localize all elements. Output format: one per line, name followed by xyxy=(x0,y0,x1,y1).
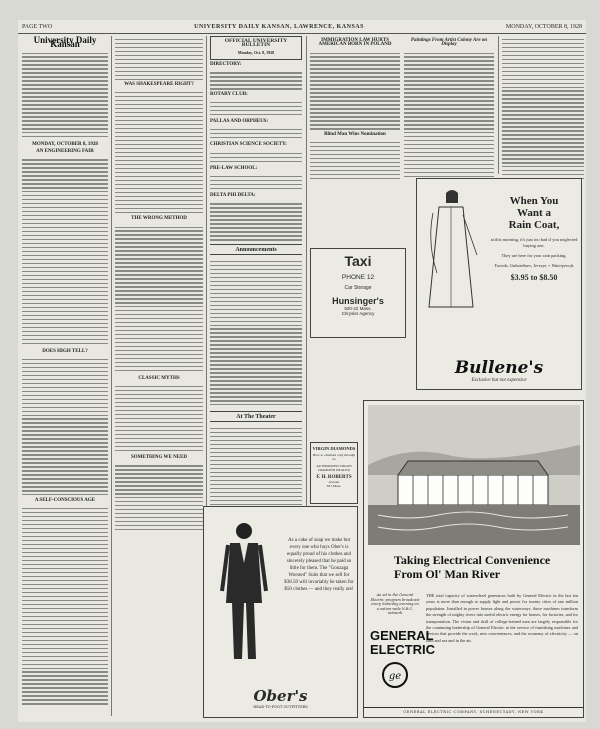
taxi-address: 920-22 Mass. xyxy=(344,306,372,311)
raincoat-price: $3.95 to $8.50 xyxy=(510,273,558,282)
obers-slogan: HEAD-TO-FOOT OUTFITTERS xyxy=(253,705,308,709)
raincoat-tagline: They are here for your rain packing. xyxy=(501,253,567,258)
article-body xyxy=(404,50,494,178)
article-body xyxy=(22,356,108,496)
headline-blind-man: Blind Man Wins Nomination xyxy=(324,131,386,137)
headline-engineering-fair: AN ENGINEERING FAIR xyxy=(36,149,94,155)
article-body xyxy=(210,99,302,117)
dam-illustration xyxy=(368,405,580,545)
article-body xyxy=(22,157,108,347)
ge-logo-line1: GENERAL xyxy=(370,628,434,643)
article-body xyxy=(115,36,203,80)
virgin-dealer-addr: 831 Mass. xyxy=(326,484,342,488)
bulletin-date: Monday, Oct. 8, 1928 xyxy=(237,49,275,55)
virgin-auth: AUTHORIZED VIRGIN DIAMOND DEALER xyxy=(316,464,352,472)
headline-immigration: IMMIGRATION LAW HURTS AMERICAN BORN IN POLAND xyxy=(318,38,392,48)
ge-body: THE total capacity of waterwheel generators built by General Electric in the last ten years is more than enough to supply light and power for twenty cities of one million population. Installed in power houses along the waterways, these machines transform the strength of mighty rivers into useful electric energy for homes, for factories, and for transportation. The vision and skill of college-trained men are largely responsible for the continuing leadership of General Electric in the service of furnishing machines and devices that provide the work, new conveniences, and the economy of electricity — on land and sea and in the air. xyxy=(426,593,578,643)
masthead: University Daily Kansan xyxy=(33,36,97,50)
virgin-sub: How to obtained only through us xyxy=(312,453,356,461)
bulletin-title: OFFICIAL UNIVERSITY BULLETIN xyxy=(224,38,288,49)
general-electric-ad xyxy=(363,400,584,718)
article-body xyxy=(210,173,302,191)
column-rule xyxy=(111,36,112,716)
article-body xyxy=(210,150,302,164)
column-two xyxy=(115,36,203,536)
column-rule xyxy=(306,36,307,506)
taxi-phone: PHONE 12 xyxy=(341,274,375,281)
raincoat-body: at this morning, it's just too bad if you neglected buying one. xyxy=(490,237,578,248)
bulletin-item: DELTA PHI DELTA: xyxy=(210,193,256,199)
headline-classic-myths: CLASSIC MYTHS xyxy=(138,375,180,381)
editorial-date: MONDAY, OCTOBER 8, 1928 xyxy=(32,141,98,147)
article-body xyxy=(115,224,203,374)
ge-caption: An ad in the General Electric program broadcast every Saturday evening on a nation-wide N.B.C. network xyxy=(370,593,420,615)
article-body xyxy=(210,425,302,516)
man-figure-icon xyxy=(214,517,274,667)
headline-paintings: Paintings From Artist Colony Are on Display xyxy=(410,38,488,48)
obers-ad xyxy=(203,506,358,718)
paper-title: UNIVERSITY DAILY KANSAN, LAWRENCE, KANSAS xyxy=(194,23,364,30)
staff-box xyxy=(22,50,108,140)
article-body xyxy=(310,50,400,130)
article-body xyxy=(210,258,302,408)
article-body xyxy=(310,139,400,179)
page-label: PAGE TWO xyxy=(22,23,53,30)
article-body xyxy=(115,383,203,453)
taxi-title: Taxi xyxy=(344,253,372,269)
taxi-service: Chrysler Agency xyxy=(341,311,375,316)
raincoat-line3: Rain Coat, xyxy=(508,219,560,231)
raincoat-copy xyxy=(489,195,579,282)
headline-high-tell: DOES HIGH TELL? xyxy=(42,348,88,354)
headline-self-conscious: A SELF-CONSCIOUS AGE xyxy=(34,498,96,504)
raincoat-products: Tweeds, Gabardines, Jerseys + Waterproofs xyxy=(494,263,574,268)
article-body xyxy=(210,201,302,241)
obers-logo: Ober's xyxy=(253,687,308,705)
virgin-dealer: F. H. ROBERTS xyxy=(316,475,352,480)
date-line: MONDAY, OCTOBER 8, 1928 xyxy=(505,23,582,30)
column-five xyxy=(404,36,494,184)
man-in-suit-illustration xyxy=(214,517,274,667)
virgin-title: VIRGIN DIAMONDS xyxy=(312,446,356,451)
ge-footer: GENERAL ELECTRIC COMPANY, SCHENECTADY, NEW YORK xyxy=(364,707,583,714)
bulletin-item: DIRECTORY: xyxy=(210,62,242,68)
article-body xyxy=(210,126,302,140)
raincoat-figure-icon xyxy=(421,185,481,325)
article-body xyxy=(502,36,584,184)
article-body xyxy=(115,89,203,214)
ge-headline xyxy=(394,553,579,581)
column-four xyxy=(310,36,400,196)
bulletin-item: ROTARY CLUB: xyxy=(210,91,248,97)
column-editorial xyxy=(22,36,108,720)
ge-logo-line2: ELECTRIC xyxy=(370,642,435,657)
raincoat-illustration xyxy=(421,185,481,325)
bulletin-item: PALLAS AND ORPHEUS: xyxy=(210,119,269,125)
theater-title: At The Theater xyxy=(236,414,276,421)
page-header xyxy=(18,20,586,34)
taxi-ad xyxy=(310,248,406,338)
article-body xyxy=(115,463,203,533)
bulletin-item: CHRISTIAN SCIENCE SOCIETY: xyxy=(210,142,287,148)
obers-copy: As a cake of soap we make but every one who buys Ober's is equally proud of his clothes and sincerely pleased that he paid so little for them. The "Gonzaga Worsted" Suits that we sell for $38.50 will invariably be taken for $50 clothes — and they really are! xyxy=(284,538,354,592)
obers-brand xyxy=(204,687,357,709)
bulletin-box xyxy=(210,36,302,60)
column-six xyxy=(502,36,584,184)
newspaper-page xyxy=(18,20,586,722)
column-bulletin xyxy=(210,36,302,516)
ge-headline-line2: From Ol' Man River xyxy=(394,567,501,581)
ge-logo xyxy=(370,628,435,693)
bulletin-item: PRE-LAW SCHOOL: xyxy=(210,165,258,171)
virgin-diamonds-ad xyxy=(310,442,358,504)
column-rule xyxy=(498,36,499,174)
taxi-storage: Car Storage xyxy=(344,285,372,291)
ge-monogram-icon xyxy=(381,661,409,689)
taxi-name: Hunsinger's xyxy=(332,296,384,306)
announcements-banner xyxy=(210,244,302,255)
bullenes-slogan: Exclusive but not expensive xyxy=(471,378,527,383)
hydro-dam-icon xyxy=(368,405,580,545)
announcements-title: Announcements xyxy=(235,246,277,253)
headline-something-we-need: SOMETHING WE NEED xyxy=(130,455,188,461)
headline-shakespeare: WAS SHAKESPEARE RIGHT? xyxy=(124,82,194,87)
virgin-dealer-role: Jeweler xyxy=(328,480,340,484)
raincoat-line2: Want a xyxy=(517,207,551,219)
bullenes-brand xyxy=(417,358,581,383)
bullenes-raincoat-ad xyxy=(416,178,582,390)
raincoat-line1: When You xyxy=(509,195,559,207)
bullenes-logo: Bullene's xyxy=(454,358,544,378)
article-body xyxy=(22,505,108,705)
svg-text:ge: ge xyxy=(388,671,402,682)
ge-headline-line1: Taking Electrical Convenience xyxy=(394,553,551,567)
theater-banner xyxy=(210,411,302,422)
headline-wrong-method: THE WRONG METHOD xyxy=(131,216,187,222)
article-body xyxy=(210,70,302,90)
